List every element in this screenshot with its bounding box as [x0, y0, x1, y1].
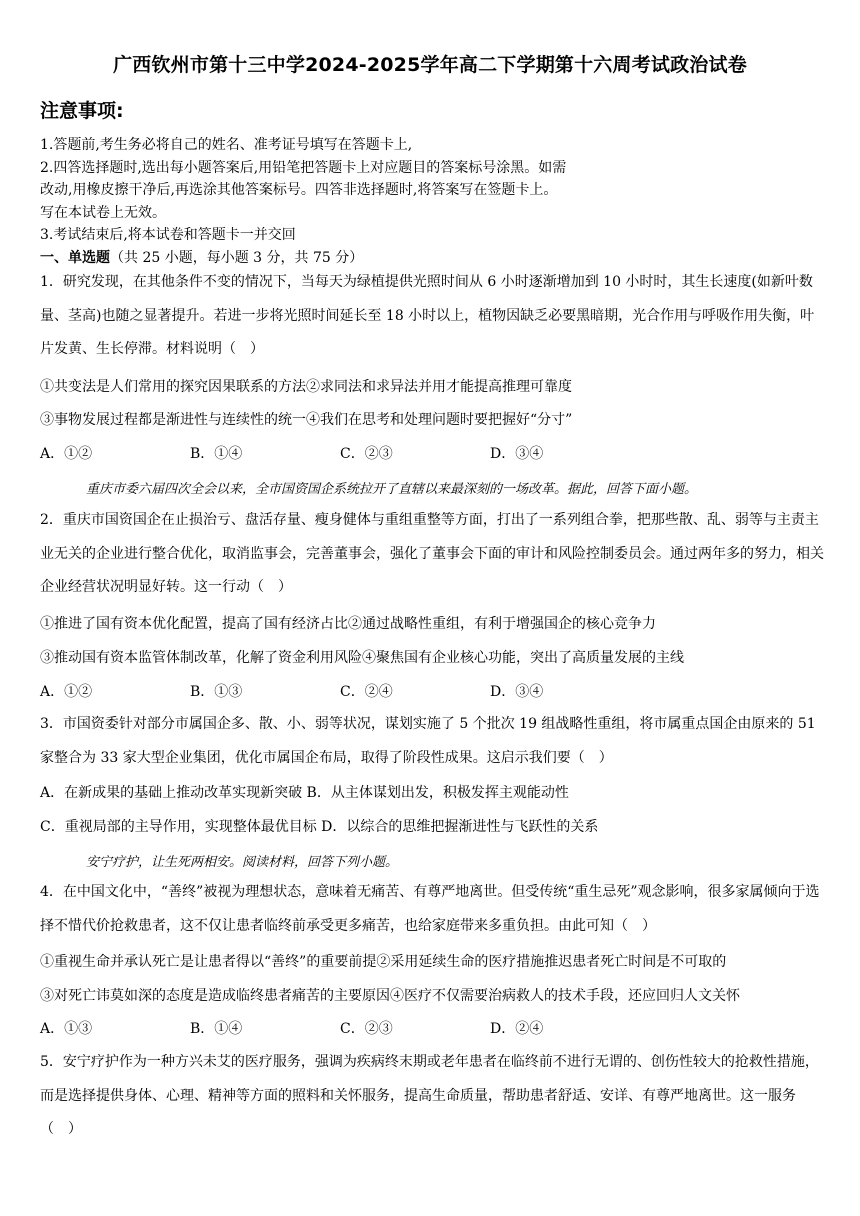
material-intro: 重庆市委六届四次全会以来，全市国资国企系统拉开了直辖以来最深刻的一场改革。据此，回答下面小题。 — [86, 482, 698, 497]
notice-line: 2.四答选择题时,选出每小题答案后,用铅笔把答题卡上对应题目的答案标号涂黑。如需 — [40, 160, 567, 176]
question-4-statement: ③对死亡讳莫如深的态度是造成临终患者痛苦的主要原因④医疗不仅需要治病救人的技术手段，还应回归人文关怀 — [40, 988, 740, 1004]
question-3-options-cd[interactable]: C．重视局部的主导作用，实现整体最优目标 D．以综合的思维把握渐进性与飞跃性的关系 — [40, 819, 599, 835]
section-desc: （共 25 小题，每小题 3 分，共 75 分） — [110, 250, 364, 266]
section-label: 一、单选题 — [40, 250, 110, 266]
option-b[interactable]: B．①④ — [190, 446, 243, 462]
option-b[interactable]: B．①③ — [190, 684, 243, 700]
question-1-statement: ①共变法是人们常用的探究因果联系的方法②求同法和求异法并用才能提高推理可靠度 — [40, 379, 572, 395]
option-b[interactable]: B．①④ — [190, 1021, 243, 1037]
option-c[interactable]: C．②③ — [340, 1021, 393, 1037]
section-heading — [40, 247, 363, 267]
question-5-stem: 5．安宁疗护作为一种方兴未艾的医疗服务，强调为疾病终末期或老年患者在临终前不进行无谓的、创伤性较大的抢救性措施，而是选择提供身体、心理、精神等方面的照料和关怀服务，提高生命质量，帮助患者舒适、安详、有尊严地离世。这一服务（ ） — [40, 1054, 819, 1137]
question-2-statement: ①推进了国有资本优化配置，提高了国有经济占比②通过战略性重组，有利于增强国企的核心竞争力 — [40, 616, 656, 632]
option-a[interactable]: A．①② — [40, 684, 93, 700]
option-d[interactable]: D．②④ — [490, 1021, 544, 1037]
option-d[interactable]: D．③④ — [490, 684, 544, 700]
question-2-options — [40, 681, 640, 701]
question-4-options — [40, 1018, 640, 1038]
question-1-statement: ③事物发展过程都是渐进性与连续性的统一④我们在思考和处理问题时要把握好“分寸” — [40, 412, 573, 428]
material-intro: 安宁疗护，让生死两相安。阅读材料，回答下列小题。 — [86, 855, 399, 870]
notice-heading: 注意事项: — [40, 100, 124, 122]
question-1-stem: 1．研究发现，在其他条件不变的情况下，当每天为绿植提供光照时间从 6 小时逐渐增加到 10 小时时，其生长速度(如新叶数量、茎高)也随之显著提升。若进一步将光照时间延长至 18 小时以上，植物因缺乏必要黑暗期，光合作用与呼吸作用失衡，叶片发黄、生长停滞。材料说明（ ） — [40, 274, 815, 357]
question-4-stem: 4．在中国文化中，“善终”被视为理想状态，意味着无痛苦、有尊严地离世。但受传统“重生忌死”观念影响，很多家属倾向于选择不惜代价抢救患者，这不仅让患者临终前承受更多痛苦，也给家庭带来多重负担。由此可知（ ） — [40, 884, 820, 934]
question-1-options — [40, 443, 640, 463]
notice-line: 1.答题前,考生务必将自己的姓名、准考证号填写在答题卡上, — [40, 137, 413, 153]
question-2-stem: 2．重庆市国资国企在止损治亏、盘活存量、瘦身健体与重组重整等方面，打出了一系列组合拳，把那些散、乱、弱等与主责主业无关的企业进行整合优化，取消监事会，完善董事会，强化了董事会下面的审计和风险控制委员会。通过两年多的努力，相关企业经营状况明显好转。这一行动（ ） — [40, 512, 824, 595]
question-3-options-ab[interactable]: A．在新成果的基础上推动改革实现新突破 B．从主体谋划出发，积极发挥主观能动性 — [40, 785, 569, 801]
notice-line: 写在本试卷上无效。 — [40, 205, 166, 221]
question-4-statement: ①重视生命并承认死亡是让患者得以“善终”的重要前提②采用延续生命的医疗措施推迟患者死亡时间是不可取的 — [40, 954, 727, 970]
notice-line: 改动,用橡皮擦干净后,再选涂其他答案标号。四答非选择题时,将答案写在签题卡上。 — [40, 182, 558, 198]
option-d[interactable]: D．③④ — [490, 446, 544, 462]
notice-line: 3.考试结束后,将本试卷和答题卡一并交回 — [40, 227, 296, 243]
option-c[interactable]: C．②③ — [340, 446, 393, 462]
option-a[interactable]: A．①③ — [40, 1021, 93, 1037]
question-3-stem: 3．市国资委针对部分市属国企多、散、小、弱等状况，谋划实施了 5 个批次 19 组战略性重组，将市属重点国企由原来的 51 家整合为 33 家大型企业集团，优化市属国企布局，取得了阶段性成果。这启示我们要（ ） — [40, 716, 816, 766]
question-2-statement: ③推动国有资本监管体制改革，化解了资金利用风险④聚焦国有企业核心功能，突出了高质量发展的主线 — [40, 650, 684, 666]
option-c[interactable]: C．②④ — [340, 684, 393, 700]
exam-title: 广西钦州市第十三中学2024-2025学年高二下学期第十六周考试政治试卷 — [113, 54, 747, 76]
option-a[interactable]: A．①② — [40, 446, 93, 462]
